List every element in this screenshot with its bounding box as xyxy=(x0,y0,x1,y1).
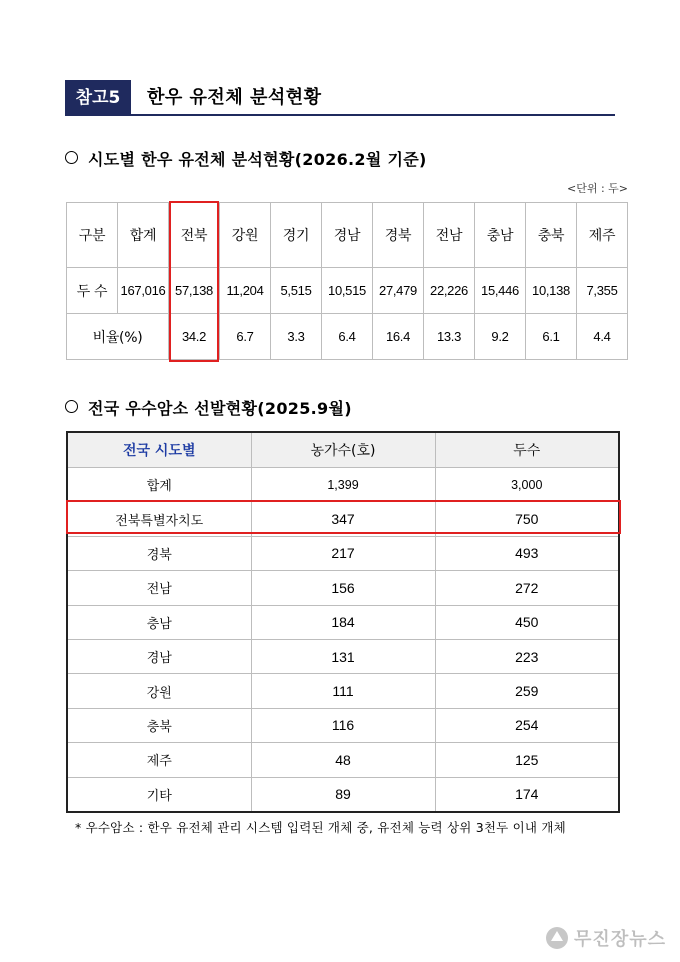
heads-cell: 125 xyxy=(435,743,619,777)
column-header: 충북 xyxy=(526,203,577,268)
heads-cell: 493 xyxy=(435,536,619,570)
table-cell: 7,355 xyxy=(577,268,628,314)
table-cell: 11,204 xyxy=(220,268,271,314)
table-cell: 6.7 xyxy=(220,314,271,360)
column-header: 전남 xyxy=(424,203,475,268)
region-cell: 전남 xyxy=(67,571,251,605)
table-cell: 22,226 xyxy=(424,268,475,314)
table-row xyxy=(67,777,619,812)
region-cell: 기타 xyxy=(67,777,251,812)
heads-cell: 272 xyxy=(435,571,619,605)
table-row xyxy=(67,571,619,605)
table-row xyxy=(67,502,619,536)
subheading-genome-analysis xyxy=(65,147,427,170)
region-cell: 충북 xyxy=(67,708,251,742)
table-cell: 27,479 xyxy=(373,268,424,314)
column-header: 경기 xyxy=(271,203,322,268)
table-cell: 10,138 xyxy=(526,268,577,314)
table-cell: 16.4 xyxy=(373,314,424,360)
section-header xyxy=(65,80,615,116)
table-row xyxy=(67,605,619,639)
table-cell: 10,515 xyxy=(322,268,373,314)
farms-cell: 131 xyxy=(251,639,435,673)
unit-note: <단위 : 두> xyxy=(566,182,628,195)
table-cell: 5,515 xyxy=(271,268,322,314)
region-cell: 제주 xyxy=(67,743,251,777)
farms-cell: 89 xyxy=(251,777,435,812)
section-badge: 참고5 xyxy=(65,80,131,116)
table-row xyxy=(67,536,619,570)
farms-cell: 116 xyxy=(251,708,435,742)
heads-cell: 254 xyxy=(435,708,619,742)
heads-cell: 450 xyxy=(435,605,619,639)
farms-cell: 217 xyxy=(251,536,435,570)
row-label: 비율(%) xyxy=(67,314,169,360)
region-cell: 충남 xyxy=(67,605,251,639)
column-header: 전국 시도별 xyxy=(67,432,251,468)
heads-cell: 223 xyxy=(435,639,619,673)
table-row xyxy=(67,708,619,742)
table-row xyxy=(67,468,619,502)
column-header: 강원 xyxy=(220,203,271,268)
section-title: 한우 유전체 분석현황 xyxy=(147,87,322,108)
column-header: 합계 xyxy=(118,203,169,268)
table-cell: 57,138 xyxy=(169,268,220,314)
table-cell: 34.2 xyxy=(169,314,220,360)
table-row xyxy=(67,268,628,314)
column-header: 제주 xyxy=(577,203,628,268)
table-row xyxy=(67,743,619,777)
farms-cell: 347 xyxy=(251,502,435,536)
farms-cell: 1,399 xyxy=(251,468,435,502)
table-row xyxy=(67,314,628,360)
cow-selection-table xyxy=(66,431,620,813)
table-cell: 4.4 xyxy=(577,314,628,360)
table-cell: 167,016 xyxy=(118,268,169,314)
region-cell: 강원 xyxy=(67,674,251,708)
column-header: 전북 xyxy=(169,203,220,268)
hollow-circle-bullet-icon xyxy=(65,400,78,413)
table-cell: 3.3 xyxy=(271,314,322,360)
header-underline xyxy=(131,114,615,116)
mountain-logo-icon xyxy=(546,927,568,949)
region-cell: 경남 xyxy=(67,639,251,673)
farms-cell: 48 xyxy=(251,743,435,777)
subheading-text: 전국 우수암소 선발현황(2025.9월) xyxy=(88,399,352,418)
watermark xyxy=(546,926,666,950)
column-header: 경북 xyxy=(373,203,424,268)
watermark-text: 무진장뉴스 xyxy=(574,929,666,950)
table-cell: 13.3 xyxy=(424,314,475,360)
column-header: 두수 xyxy=(435,432,619,468)
hollow-circle-bullet-icon xyxy=(65,151,78,164)
region-cell: 전북특별자치도 xyxy=(67,502,251,536)
subheading-cow-selection xyxy=(65,396,352,419)
table-header-row xyxy=(67,432,619,468)
region-cell: 경북 xyxy=(67,536,251,570)
farms-cell: 156 xyxy=(251,571,435,605)
column-header: 충남 xyxy=(475,203,526,268)
heads-cell: 750 xyxy=(435,502,619,536)
heads-cell: 174 xyxy=(435,777,619,812)
table-cell: 9.2 xyxy=(475,314,526,360)
table-cell: 6.1 xyxy=(526,314,577,360)
farms-cell: 184 xyxy=(251,605,435,639)
heads-cell: 3,000 xyxy=(435,468,619,502)
row-label: 두 수 xyxy=(67,268,118,314)
genome-analysis-table xyxy=(66,202,628,360)
column-header: 농가수(호) xyxy=(251,432,435,468)
column-header: 경남 xyxy=(322,203,373,268)
table-header-row xyxy=(67,203,628,268)
region-cell: 합계 xyxy=(67,468,251,502)
farms-cell: 111 xyxy=(251,674,435,708)
column-header: 구분 xyxy=(67,203,118,268)
footnote: * 우수암소 : 한우 유전체 관리 시스템 입력된 개체 중, 유전체 능력 상위 3천두 이내 개체 xyxy=(75,820,566,835)
table-row xyxy=(67,674,619,708)
heads-cell: 259 xyxy=(435,674,619,708)
table-cell: 15,446 xyxy=(475,268,526,314)
subheading-text: 시도별 한우 유전체 분석현황(2026.2월 기준) xyxy=(88,150,427,169)
table-cell: 6.4 xyxy=(322,314,373,360)
table-row xyxy=(67,639,619,673)
